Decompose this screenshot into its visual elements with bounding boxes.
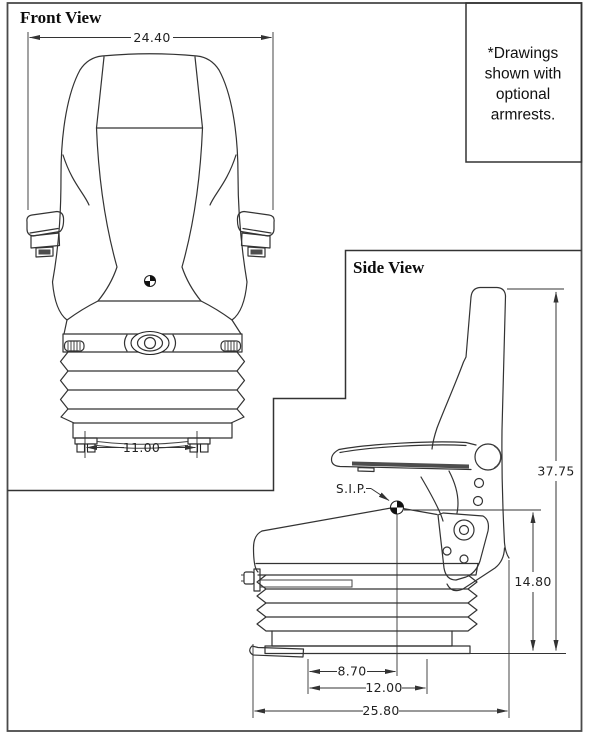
headrest-lines	[97, 57, 203, 128]
dim-base-depth	[310, 659, 428, 695]
side-view-title: Side View	[353, 258, 425, 277]
dim-text-overall-depth: 25.80	[362, 703, 400, 718]
center-marker-icon	[145, 276, 156, 287]
dim-rail-width	[85, 431, 197, 458]
dim-overall-height	[507, 289, 575, 651]
recliner-bracket	[438, 513, 488, 580]
dim-sip-height	[404, 510, 566, 654]
dim-text-overall-height: 37.75	[537, 463, 575, 479]
dim-text-base-depth: 12.00	[365, 680, 403, 695]
note-line-3: optional	[495, 86, 551, 103]
note-line-4: armrests.	[490, 106, 556, 124]
dim-text-sip-height: 14.80	[514, 574, 552, 589]
front-view-drawing	[27, 30, 274, 458]
dim-text-rail-width: 11.00	[122, 440, 161, 455]
side-view-drawing	[241, 288, 575, 719]
note-line-1: *Drawings	[487, 45, 559, 62]
note-box	[466, 3, 582, 162]
release-handle	[250, 646, 304, 657]
dim-text-overall-width: 24.40	[133, 30, 171, 45]
side-armrest	[332, 442, 502, 472]
sip-marker-icon	[336, 482, 404, 676]
side-base	[241, 569, 470, 657]
side-backrest	[421, 288, 509, 591]
note-box-text	[485, 45, 562, 124]
suspension-band	[63, 320, 242, 355]
sip-label: S.I.P.	[336, 482, 367, 496]
front-bellows	[61, 352, 245, 423]
front-view-title: Front View	[20, 8, 102, 27]
side-bellows	[257, 575, 477, 631]
dim-text-sip-setback: 8.70	[337, 663, 367, 679]
note-line-2: shown with	[484, 65, 562, 83]
